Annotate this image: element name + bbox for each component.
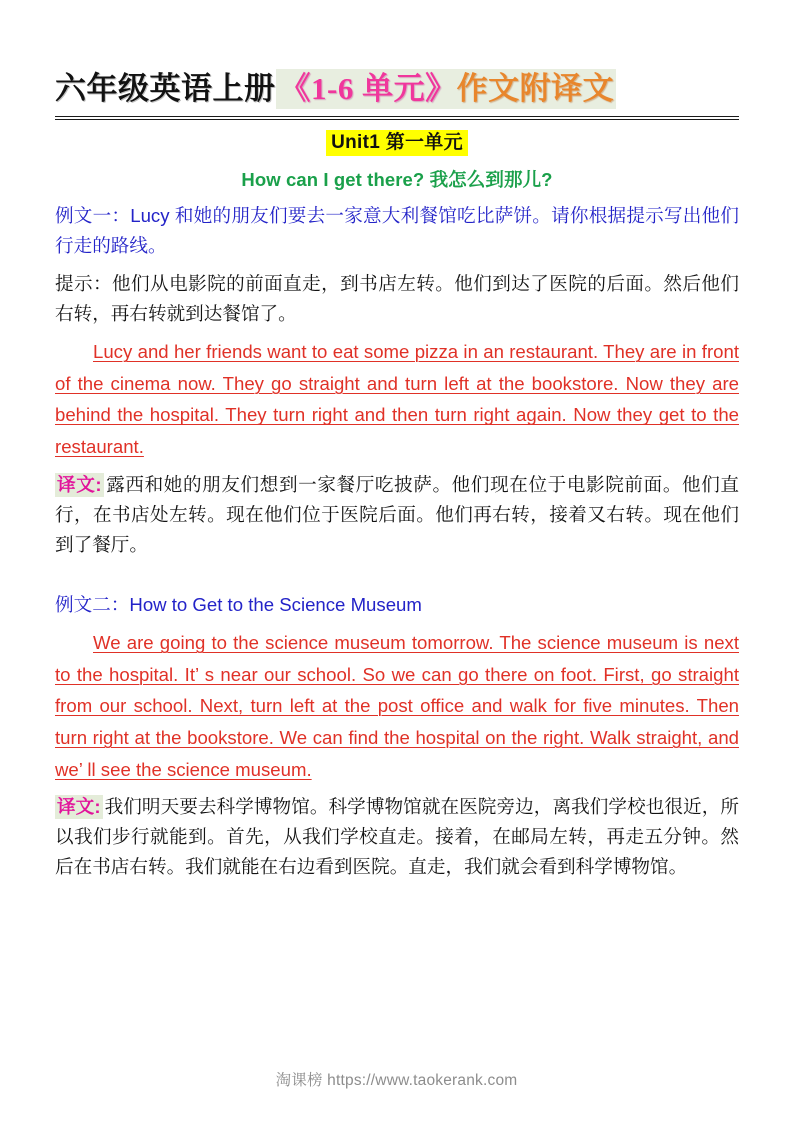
footer-watermark: 淘课榜 https://www.taokerank.com	[275, 1072, 518, 1089]
document-content	[55, 68, 739, 883]
example-one-translation-text: 露西和她的朋友们想到一家餐厅吃披萨。他们现在位于电影院前面。他们直行，在书店处左转。现在他们位于医院后面。他们再右转，接着又右转。现在他们到了餐厅。	[55, 473, 739, 555]
page-title	[55, 68, 739, 114]
example-two-prompt-cn: 例文二：	[55, 594, 130, 616]
example-two-translation-text: 我们明天要去科学博物馆。科学博物馆就在医院旁边，离我们学校也很近，所以我们步行就能到。首先，从我们学校直走。接着，在邮局左转，再走五分钟。然后在书店右转。我们就能在右边看到医院。直走，我们就会看到科学博物馆。	[55, 796, 739, 878]
example-two-english-composition	[55, 627, 739, 785]
example-two-english-text: We are going to the science museum tomorrow. The science museum is next to the hospital. It’ s near our school. So we can go there on foot. First, go straight from our school. Next, turn left at the post office and walk for five minutes. Then turn right at the bookstore. We can find the hospital on the right. Walk straight, and we’ ll see the science museum.	[55, 632, 739, 780]
translation-tag: 译文:	[57, 796, 101, 818]
topic-heading-label: How can I get there? 我怎么到那儿?	[241, 169, 553, 191]
translation-tag: 译文:	[57, 473, 102, 495]
example-one-translation-block	[55, 470, 739, 560]
section-gap	[55, 560, 739, 582]
title-divider	[55, 116, 739, 121]
page-title-unit-range: 《1-6 单元》	[279, 71, 457, 106]
example-two-prompt-en: How to Get to the Science Museum	[129, 594, 422, 616]
example-one-english-text: Lucy and her friends want to eat some pizza in an restaurant. They are in front of the cinema now. They go straight and turn left at the bookstore. Now they are behind the hospital. They turn right and then turn right again. Now they get to the restaurant.	[55, 341, 739, 458]
unit-heading-label: Unit1 第一单元	[326, 130, 468, 156]
page-title-suffix: 作文附译文	[456, 71, 615, 106]
page-title-cn-part: 六年级英语上册	[55, 71, 276, 106]
topic-heading	[55, 168, 739, 193]
example-two-translation-block	[55, 792, 739, 882]
example-one-hint: 提示：他们从电影院的前面直走，到书店左转。他们到达了医院的后面。然后他们右转，再右转就到达餐馆了。	[55, 273, 739, 325]
example-two-prompt	[55, 590, 739, 620]
example-one-english-composition	[55, 336, 739, 462]
unit-heading	[55, 131, 739, 156]
example-one-prompt: 例文一：Lucy 和她的朋友们要去一家意大利餐馆吃比萨饼。请你根据提示写出他们行走的路线。	[55, 204, 739, 256]
